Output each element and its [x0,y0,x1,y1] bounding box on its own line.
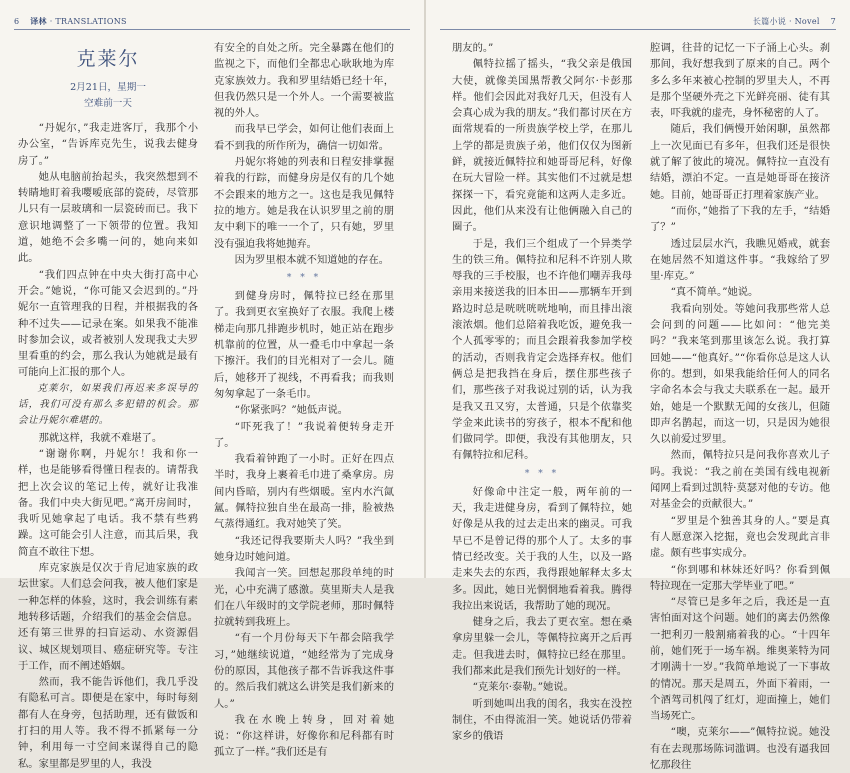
paragraph: “吓死我了！”我说着便转身走开了。 [214,420,394,449]
paragraph: “我还记得我要斯夫人吗？”我坐到她身边时她问道。 [214,534,394,563]
paragraph: 我看向别处。等她问我那些常人总会问到的问题——比如问：“他完美吗？”我来笔到那里该怎么说。我打算回她——“他真好。”“你看你总是这人认你的。想到，如果我能给任何人的同名字命名本会与我丈夫联系在一起。最开始，她是一个默默无闻的女孩儿，但随即声名鹊起，而这一切，只是因为她很久以前爱过罗里。 [650,302,830,446]
left-page [0,0,424,770]
right-running-header [753,16,836,27]
left-column-2 [214,40,394,759]
paragraph: 到健身房时，佩特拉已经在那里了。我到更衣室换好了衣服。我爬上楼梯走向那几排跑步机时，她正站在跑步机靠前的位置，从一叠毛巾中拿起一条下擦汗。我们的目光相对了一会儿。随后，她移开了视线，不再看我；而我则匆匆拿起了一条毛巾。 [214,290,394,400]
separator-dot: · [49,17,56,26]
paragraph: 我在水晚上转身，回对着她说：“你这样讲，好像你和尼科都有时孤立了一样。”我们还是有 [214,713,394,759]
paragraph: “谢谢你啊，丹妮尔！我和你一样，也是能够看得懂日程表的。请帮我把上次会议的笔记上传，就好让我准备。我们中央大街见吧。”离开房间时，我听见她拿起了电话。我不禁有些鸦躁。这可能会引人注意，而其后果，我简直不敢往下想。 [18,447,198,558]
paragraph: 于是，我们三个组成了一个异类学生的铁三角。佩特拉和尼科不许别人欺辱我的三手校服，也不许他们嘲弄我母亲用来接送我的旧本田——那辆车开到路边时总是咣咣咣咣地响，而且排出滚滚浓烟。他们总陪着我吃饭，避免我一个人孤零零的；而且会跟着我参加学校的活动，否则我肯定会选择弃权。他们俩总是把我挡在身后，摆住那些孩子们，那些孩子对我说过别的话，认为我是我又丑又穷，太普通，只是个依靠奖学金来此读书的穷孩子，根本不配和他们做同学。即便，我没有其他朋友，只有佩特拉和尼科。 [452,237,632,462]
section-label: TRANSLATIONS [55,17,127,26]
paragraph: 丹妮尔将她的列表和日程安排掌握着我的行踪，而健身房是仅有的几个她不会跟来的地方之一。这也是我见佩特拉的地方。她是我在认识罗里之前的朋友中剩下的唯一一个了，只有她，罗里没有强迫我将她抛弃。 [214,156,394,250]
paragraph: 佩特拉摇了摇头，“我父亲是俄国大使，就像美国黑帮教父阿尔·卡彭那样。他们会因此对我好几天，但没有人会真心成为我的朋友。”我们都讨厌在方面常规看的一所贵族学校上学，在那儿上学的都是贵族子弟，他们仅仅为图新鲜，就接近佩特拉和她哥哥尼科，好像在玩大冒险一样。其实他们不过就是想探探一下，看究竟能和这两人走多近。因此，他们从来没有让他俩融入自己的圈子。 [452,58,632,234]
paragraph-inner-voice: 克莱尔，如果我们再迟来多误导的话，我们可没有那么多犯错的机会。那会让丹妮尔难堪的。 [18,382,198,427]
right-column-2 [650,40,830,772]
right-page [426,0,850,772]
paragraph: 朋友的。” [452,42,494,54]
paragraph: “你紧张吗？”她低声说。 [234,404,349,417]
paragraph: 有安全的自处之所。完全暴露在他们的监视之下，而他们全都忠心耿耿地为库克家族效力。我和罗里结婚已经十年，但我仍然只是一个外人。一个需要被监视的外人。 [214,42,394,120]
paragraph: 听到她叫出我的闺名，我实在没控制住，不由得流泪一笑。她说话仍带着家乡的俄语 [452,697,632,743]
paragraph: 那就这样，我就不难堪了。 [38,431,163,444]
right-page-number: 7 [830,17,836,26]
paragraph: 健身之后，我去了更衣室。想在桑拿房里躲一会儿，等佩特拉离开之后再走。但我进去时，佩特拉已经在那里。我们都来此是我们预先计划好的一样。 [452,616,632,677]
paragraph: 我看着钟跑了一小时。正好在四点半时，我身上裹着毛巾进了桑拿房。房间内昏暗，别内有些烟暖。室内水汽氤氲。佩特拉独自坐在最高一排，脸被热气蒸得通红。我对她笑了笑。 [214,453,394,531]
brand-label: 译林 [30,16,47,26]
section-break: * * * [286,273,322,284]
paragraph: “有一个月份每天下午都会陪我学习，”她继续说道，“她经常为了完成身份的原因，其他孩子都不告诉我这件事的。然后我们就这么讲笑是我们新来的人。” [214,632,394,710]
paragraph: 因为罗里根本就不知道她的存在。 [234,253,390,266]
paragraph: “丹妮尔，”我走进客厅，我那个小办公室，“告诉库克先生，说我去健身房了。” [18,122,198,167]
chapter-day-note: 空难前一天 [84,98,132,109]
right-header-label: 长篇小说 · Novel [752,17,820,26]
header-rule [14,29,410,30]
header-rule [440,29,836,30]
right-column-1 [452,40,632,743]
chapter-title: 克莱尔 [76,48,140,70]
paragraph: 腔调，往昔的记忆一下子涌上心头。刹那间，我好想我到了原来的自己。两个多么多年来被心控制的罗里夫人，不再是那个坚硬外壳之下光鲜亮丽、徒有其表，吓我就的虚壳，身怀秘密的人了。 [650,42,830,120]
paragraph: “罗里是个独善其身的人。”要是真有人愿意深入挖掘，竟也会发现此言非虚。颇有些事实成分。 [650,514,830,560]
paragraph: “而你，”她指了下我的左手，“结婚了？” [650,204,830,234]
paragraph: “尽管已是多年之后，我还是一直害怕面对这个问题。她们的离去仍然像一把利刃一般割痛着我的心。“十四年前，她们死于一场车祸。维奥莱特为同才刚满十一岁。”我简单地说了一下事故的情况。那天是周五，外面下着雨，一个酒驾司机闯了红灯，迎面撞上，她们当场死亡。 [650,596,830,723]
left-page-number: 6 [14,17,20,26]
paragraph: 透过层层水汽，我瞧见婚戒，就套在她居然不知道这件事。“我嫁给了罗里·库克。” [650,237,830,283]
paragraph: 而我早已学会，如何让他们表面上看不到我的所作所为，确信一切如常。 [214,123,394,152]
left-column-1 [18,40,198,770]
paragraph: 然而，佩特拉只是问我你喜欢儿子吗。我说：“我之前在美国有线电视新闻网上看到过凯特·莫瑟对他的专访。他对基金会的贡献很大。” [650,449,830,511]
paragraph: “克莱尔·泰勒。”她说。 [472,681,574,694]
paragraph: “我们四点钟在中央大街打高中心开会。”她说，“你可能又会迟到的。”丹妮尔一直管理我的日程，并根据我的各种不过失——记录在案。如果我不能准时参加会议，或者被别人发现我丈夫罗里看重的约会，那么我认为她就是最有可能向上汇报的那个人。 [18,268,198,379]
paragraph: 库克家族是仅次于肯尼迪家族的政坛世家。人们总会问我，被人他们家是一种怎样的体验，这时，我会训练有素地转移话题，介绍我们的基金会信息。还有第三世界的扫盲运动、水资源倡议、城区规划项目、癌症研究等。专注于工作，而不阐述婚姻。 [18,562,198,672]
paragraph: “真不简单。”她说。 [670,286,759,299]
section-break: * * * [524,468,560,479]
chapter-date: 2月21日，星期一 [70,82,146,93]
paragraph: 然而，我不能告诉他们，我几乎没有隐私可言。即便是在家中，每时每刻都有人在身旁，包括助理，还有做饭和打扫的用人等。我不得不抓紧每一分钟，利用每一寸空间来谋得自己的隐私。家里都是罗里的人，我没 [18,676,198,770]
paragraph: 随后，我们俩慢开始闲聊，虽然都上一次见面已有多年，但我们还是很快就了解了彼此的境况。佩特拉一直没有结婚，漂泊不定。一直是她哥哥在接济她。目前，她哥哥正打理着家族产业。 [650,123,830,201]
paragraph: “你到哪和林妹还好吗？你看到佩特拉现在一定那大学毕业了吧。” [650,563,830,592]
paragraph: 她从电脑前抬起头，我突然想到不转睛地盯着我嘤嗳底部的瓷砖，尽管那儿只有一层玻璃和一层瓷砖而已。我下意识地调整了一下领带的位置。我知道，她绝不会多嘴一问的，她向来如此。 [18,170,198,265]
paragraph: 我闻言一笑。回想起那段单纯的时光，心中充满了感激。莫里斯夫人是我们在八年级时的文学院老师，那时佩特拉就转到我班上。 [214,567,394,629]
paragraph: 好像命中注定一般，两年前的一天，我走进健身房，看到了佩特拉，她好像是从我的过去走出来的幽灵。可我早已不是曾记得的那个人了。太多的事情已经改变。关于我的人生，以及一路走来失去的东西，我得跟她解释太多太多。因此，她日光惘惘地看着我。腾得我拉出来说话，我帮助了她的现况。 [452,485,632,612]
left-running-header [14,16,127,27]
paragraph: “噢，克莱尔——”佩特拉说。她没有在去现那场陈词滥调。也没有逼我回忆那段往 [650,726,830,772]
